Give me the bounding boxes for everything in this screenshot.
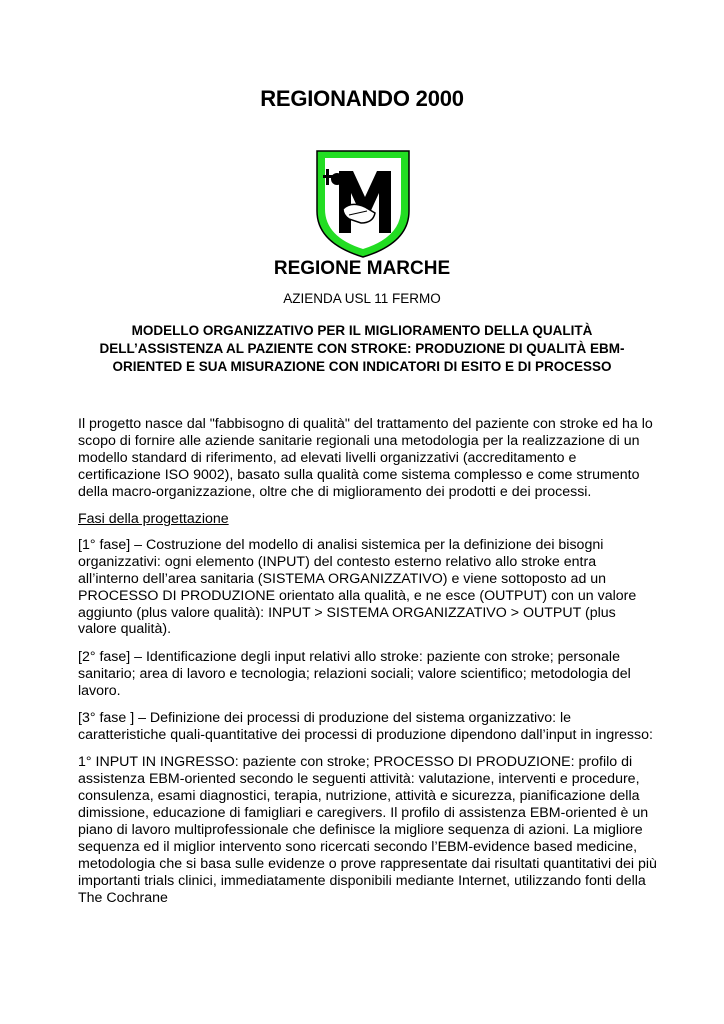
document-heading: MODELLO ORGANIZZATIVO PER IL MIGLIORAMENTO DELLA QUALITÀ DELL’ASSISTENZA AL PAZIENTE CON STROKE: PRODUZIONE DI QUALITÀ EBM-ORIENTED E SUA MISURAZIONE CON INDICATORI DI ESITO E DI PROCESSO [99,323,625,374]
phase-1-paragraph: [1° fase] – Costruzione del modello di analisi sistemica per la definizione dei bisogni organizzativi: ogni elemento (INPUT) del contesto esterno relativo allo stroke entra all’interno dell’area sanitaria (SISTEMA ORGANIZZATIVO) e viene sottoposto ad un PROCESSO DI PRODUZIONE orientato alla qualità, e ne esce (OUTPUT) con un valore aggiunto (plus valore qualità): INPUT > SISTEMA ORGANIZZATIVO > OUTPUT (plus valore qualità). [78,536,637,638]
phase-3-paragraph: [3° fase ] – Definizione dei processi di produzione del sistema organizzativo: le caratteristiche quali-quantitative dei processi di produzione dipendono dall’input in ingresso: [78,710,653,743]
body-text [78,416,658,917]
input-1-paragraph: 1° INPUT IN INGRESSO: paziente con stroke; PROCESSO DI PRODUZIONE: profilo di assistenza EBM-oriented secondo le seguenti attività: valutazione, interventi e procedure, consulenza, esami diagnostici, terapia, nutrizione, attività e sicurezza, pianificazione della dimissione, educazione di famigliari e caregivers. Il profilo di assistenza EBM-oriented è un piano di lavoro multiprofessionale che definisce la migliore sequenza di azioni. La migliore sequenza ed il miglior intervento sono ricercati secondo l’EBM-evidence based medicine, metodologia che si basa sulle evidenze o prove rappresentate dai risultati quantitativi dei più importanti trials clinici, immediatamente disponibili mediante Internet, utilizzando fonti della The Cochrane [78,754,657,906]
region-name: REGIONE MARCHE [273,258,451,279]
azienda-name: AZIENDA USL 11 FERMO [283,291,441,306]
section-title: Fasi della progettazione [78,511,229,528]
intro-paragraph: Il progetto nasce dal "fabbisogno di qualità" del trattamento del paziente con stroke ed ha lo scopo di fornire alle aziende sanitarie regionali una metodologia per la realizzazione di un modello standard di riferimento, ad elevati livelli organizzativi (accreditamento e certificazione ISO 9002), basato sulla qualità come sistema complesso e come strumento della macro-organizzazione, oltre che di miglioramento dei prodotti e dei processi. [78,416,653,500]
phase-2-paragraph: [2° fase] – Identificazione degli input relativi allo stroke: paziente con stroke; personale sanitario; area di lavoro e tecnologia; relazioni sociali; valore scientifico; metodologia del lavoro. [78,648,631,699]
regione-marche-emblem-icon [315,149,411,259]
page-title: REGIONANDO 2000 [260,86,464,111]
